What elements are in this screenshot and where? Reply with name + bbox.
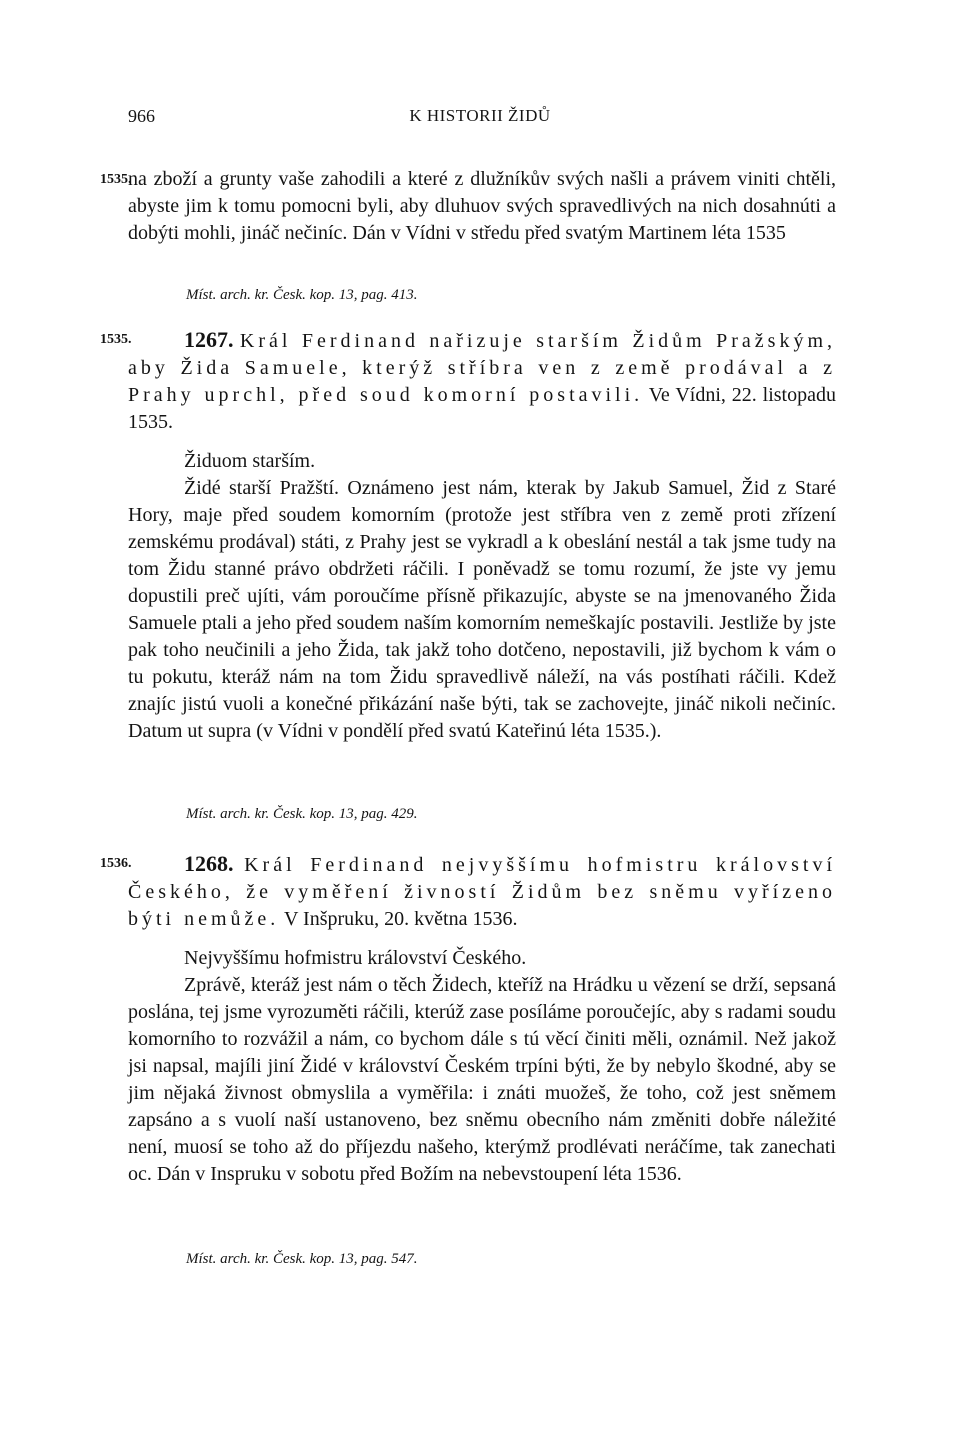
- entry-address: Židuom starším.: [184, 450, 316, 472]
- entry-number: 1267.: [184, 327, 234, 352]
- page-number: 966: [128, 106, 155, 126]
- entry-regest: [128, 850, 836, 933]
- continuation-paragraph: na zboží a grunty vaše zahodili a které z dlužníkův svých našli a právem viniti chtěli, abyste jim k tomu pomocni byli, aby dluhuov svých spravedlivých na nich dosahnúti a dobýti mohli, jináč nečiníc. Dán v Vídni v středu před svatým Martinem léta 1535: [128, 168, 836, 244]
- entry-summary: Král Ferdinand nařizuje starším Židům Pražským, aby Žida Samuele, kterýž stříbra ven z země prodával a z Prahy uprchl, před soud komorní postavili.: [128, 330, 837, 406]
- entry-1267: [128, 326, 836, 745]
- source-citation: Míst. arch. kr. Česk. kop. 13, pag. 429.: [186, 806, 418, 822]
- continuation-text: [128, 166, 836, 247]
- entry-body: Židé starší Pražští. Oznámeno jest nám, kterak by Jakub Samuel, Žid z Staré Hory, maje před soudem komorním (protože jest stříbra ven z země proti zřízení zemskému prodával) státi, z Prahy jest se vykradl a k obeslání nestál a tak jsme tudy na tom Židu stanné právo obdržeti ráčili. I poněvadž se tomu rozumí, že jste vy jemu dopustili preč ujíti, vám poroučíme přísně přikazujíc, abyste se na jmenovaného Žida Samuele ptali a jeho před soudem naším komorním nemeškajíc postavili. Jestliže by jste pak toho neučinili a jeho Žida, tak jakž toho dotčeno, nepostavili, již bychom k vám o tu pokutu, kteráž nám na tom Židu spravedlivě náleží, na vás postíhati ráčili. Kdež znajíc jistú vuoli a konečné přikázání naše býti, tak se zachovejte, jináč nikoli nečiníc. Datum ut supra (v Vídni v pondělí před svatú Kateřinú léta 1535.).: [128, 477, 836, 742]
- entry-address: Nejvyššímu hofmistru království Českého.: [184, 947, 527, 969]
- year-marginal: 1535.: [100, 332, 132, 347]
- entry-place-date: V Inšpruku, 20. května 1536.: [283, 908, 518, 930]
- source-citation: Míst. arch. kr. Česk. kop. 13, pag. 547.: [186, 1251, 418, 1267]
- entry-regest: [128, 326, 836, 436]
- entry-number: 1268.: [184, 851, 234, 876]
- page-header: [0, 106, 960, 136]
- entry-1268: [128, 850, 836, 1188]
- running-title: K HISTORII ŽIDŮ: [409, 106, 551, 125]
- entry-place-date: Ve Vídni, 22. listopadu 1535.: [128, 384, 836, 433]
- entry-body: Zprávě, kteráž jest nám o těch Židech, kteříž na Hrádku u vězení se drží, sepsaná poslána, tej jsme vyrozuměti ráčili, kterúž zase posíláme poroučejíc, aby s radami soudu komorního to rozvážil a nám, co bychom dále s tú věcí činiti měli, oznámil. Než jakož jsi napsal, majíli jiní Židé v království Českém trpíni býti, že by nebylo škodné, aby se jim nějaká živnost obmyslila a vyměřila: i znáti muožeš, že toho, což jest sněmem zapsáno a s vuolí naší ustanoveno, bez sněmu obecního nám změniti dobře náležité není, muosí se toho až do příjezdu našeho, kterýmž prodlévati neráčíme, tak zanechati oc. Dán v Inspruku v sobotu před Božím na nebevstoupení léta 1536.: [128, 974, 836, 1185]
- year-marginal: 1535.: [100, 172, 132, 187]
- year-marginal: 1536.: [100, 856, 132, 871]
- entry-summary: Král Ferdinand nejvyššímu hofmistru království Českého, že vyměření živností Židům bez sněmu vyřízeno býti nemůže.: [128, 854, 837, 930]
- source-citation: Míst. arch. kr. Česk. kop. 13, pag. 413.: [186, 287, 418, 303]
